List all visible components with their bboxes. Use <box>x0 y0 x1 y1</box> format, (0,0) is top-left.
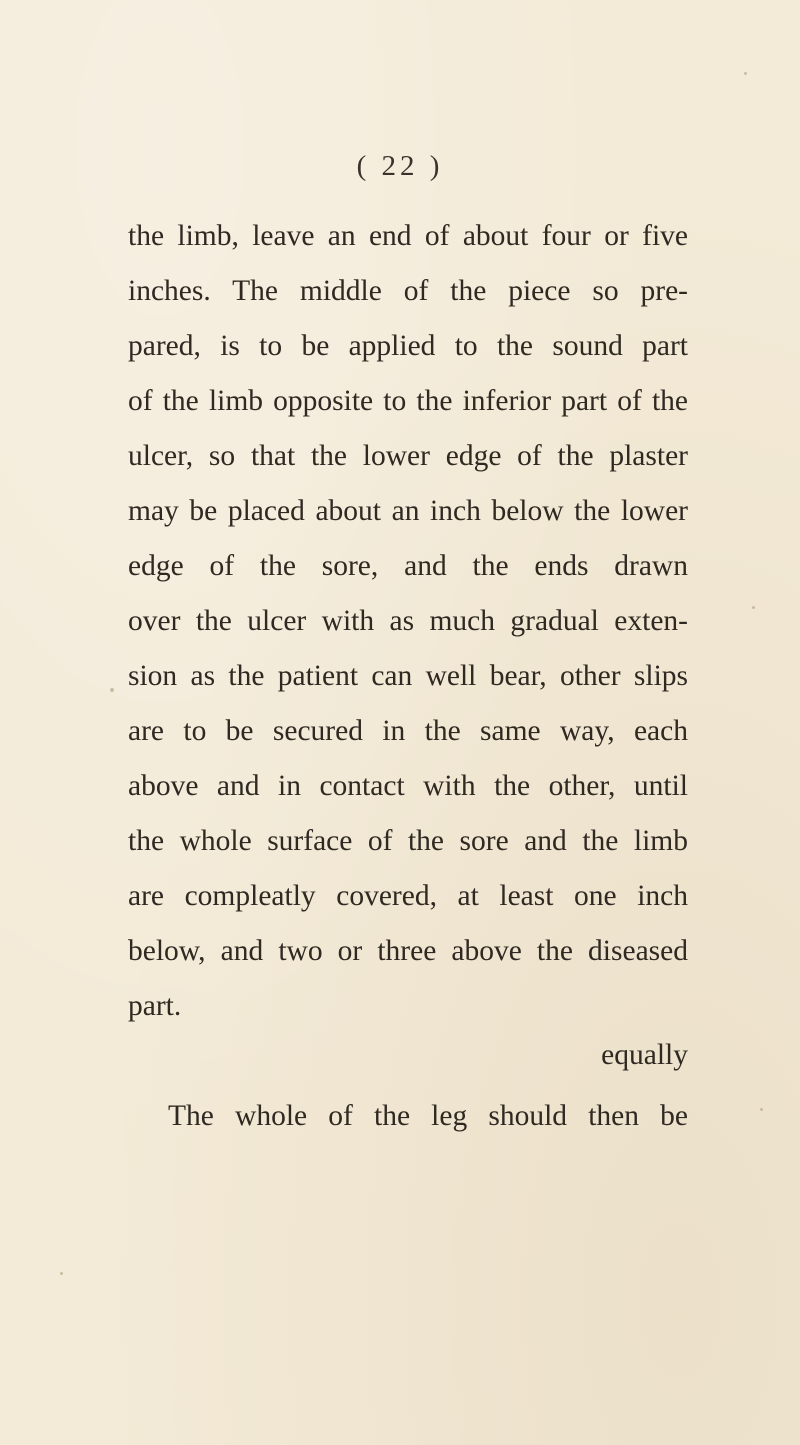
text-line: below, and two or three above the diseased <box>128 935 688 967</box>
text-line: above and in contact with the other, until <box>128 770 688 802</box>
paper-speck <box>60 1272 63 1275</box>
text-line: pared, is to be applied to the sound part <box>128 330 688 362</box>
text-line: the whole surface of the sore and the limb <box>128 825 688 857</box>
paper-speck <box>760 1108 763 1111</box>
text-line: edge of the sore, and the ends drawn <box>128 550 688 582</box>
body-text <box>128 209 688 1144</box>
text-line: ulcer, so that the lower edge of the plaster <box>128 440 688 472</box>
text-line: of the limb opposite to the inferior part of the <box>128 385 688 417</box>
text-line: are compleatly covered, at least one inch <box>128 880 688 912</box>
text-line: are to be secured in the same way, each <box>128 715 688 747</box>
paper-speck <box>744 72 747 75</box>
text-line: The whole of the leg should then be <box>168 1100 688 1132</box>
page-number: ( 22 ) <box>356 150 444 182</box>
catchword: equally <box>601 1039 688 1071</box>
text-line: over the ulcer with as much gradual exten- <box>128 605 688 637</box>
text-line: may be placed about an inch below the lower <box>128 495 688 527</box>
text-line: the limb, leave an end of about four or five <box>128 220 688 252</box>
paper-speck <box>110 688 114 692</box>
paper-speck <box>752 606 755 609</box>
text-line: part. <box>128 990 182 1022</box>
text-line: inches. The middle of the piece so pre- <box>128 275 688 307</box>
text-line: sion as the patient can well bear, other slips <box>128 660 688 692</box>
